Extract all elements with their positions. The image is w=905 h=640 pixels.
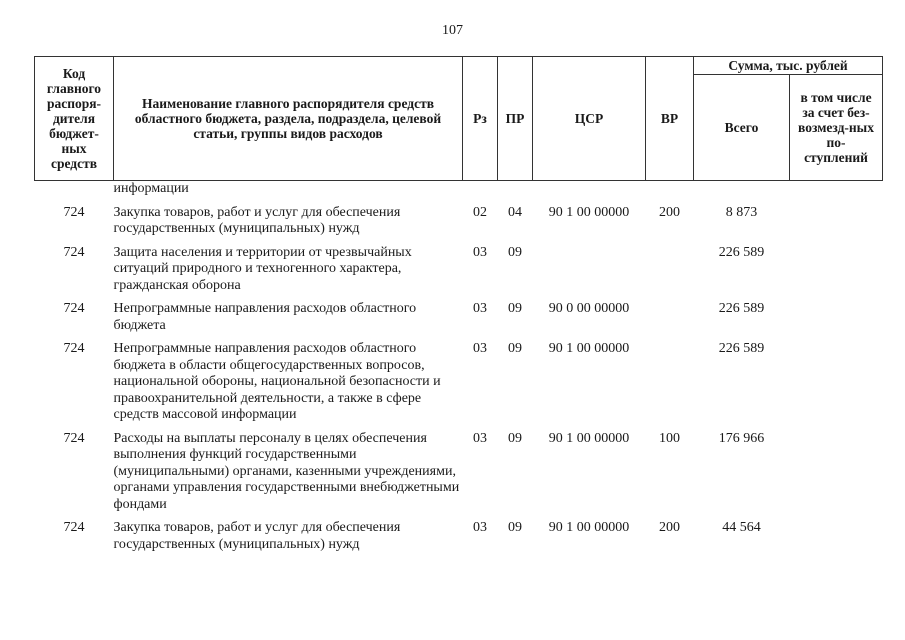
header-csr: ЦСР — [533, 57, 646, 181]
row-name: Непрограммные направления расходов областного бюджета — [113, 301, 417, 333]
row-code: 724 — [63, 430, 85, 446]
row-vr — [646, 238, 694, 295]
row-name: Расходы на выплаты персоналу в целях обеспечения выполнения функций государственными (муниципальными) органами, казенными учреждениями, органами управления государственными внебюджетными фондами — [113, 430, 460, 512]
row-free — [790, 198, 883, 238]
table-row — [35, 424, 883, 514]
row-total: 226 589 — [718, 341, 765, 356]
header-code: Код главного распоря-дителя бюджет-ных средств — [35, 57, 114, 181]
row-code: 724 — [63, 301, 85, 316]
row-rz: 03 — [473, 301, 487, 316]
row-free — [790, 238, 883, 295]
row-pr: 09 — [508, 430, 522, 446]
continuation-row — [35, 181, 883, 198]
header-free: в том числе за счет без-возмезд-ных по-ступлений — [790, 75, 883, 181]
row-name: Непрограммные направления расходов областного бюджета в области общегосударственных вопросов, национальной обороны, национальной безопасности и правоохранительной деятельности, а также в сфере средств массовой информации — [113, 341, 441, 422]
continuation-text: информации — [113, 181, 189, 196]
row-free — [790, 424, 883, 514]
row-vr: 200 — [659, 204, 680, 220]
row-csr — [533, 238, 646, 295]
table-body — [35, 181, 883, 554]
page-number: 107 — [442, 23, 463, 38]
row-csr: 90 1 00 00000 — [548, 520, 630, 535]
row-rz: 03 — [473, 430, 487, 446]
table-header — [35, 57, 883, 181]
row-pr: 09 — [508, 341, 522, 356]
row-rz: 03 — [473, 244, 487, 260]
row-pr: 09 — [508, 244, 522, 260]
row-total: 226 589 — [718, 301, 765, 316]
row-code: 724 — [63, 341, 85, 356]
row-vr: 100 — [659, 430, 680, 446]
row-csr: 90 0 00 00000 — [548, 301, 630, 316]
row-code: 724 — [63, 204, 85, 220]
header-name: Наименование главного распорядителя средств областного бюджета, раздела, подраздела, целевой статьи, группы видов расходов — [114, 57, 463, 181]
header-rz: Рз — [463, 57, 498, 181]
row-total: 8 873 — [725, 204, 758, 220]
row-csr: 90 1 00 00000 — [548, 430, 630, 446]
table-row — [35, 334, 883, 424]
table-row — [35, 238, 883, 295]
row-total: 226 589 — [718, 244, 765, 260]
row-name: Закупка товаров, работ и услуг для обеспечения государственных (муниципальных) нужд — [113, 204, 401, 236]
row-pr: 09 — [508, 301, 522, 316]
row-rz: 03 — [473, 341, 487, 356]
row-pr: 04 — [508, 204, 522, 220]
row-code: 724 — [63, 244, 85, 260]
header-total: Всего — [694, 75, 790, 181]
row-csr: 90 1 00 00000 — [548, 341, 630, 356]
row-total: 176 966 — [718, 430, 765, 446]
header-pr: ПР — [498, 57, 533, 181]
row-vr — [646, 334, 694, 424]
row-name: Закупка товаров, работ и услуг для обеспечения государственных (муниципальных) нужд — [113, 520, 401, 552]
row-free — [790, 513, 883, 553]
row-pr: 09 — [508, 520, 522, 535]
row-name: Защита населения и территории от чрезвычайных ситуаций природного и техногенного характера, гражданская оборона — [113, 244, 412, 293]
header-sum-group: Сумма, тыс. рублей — [694, 57, 883, 75]
table-row — [35, 294, 883, 334]
row-total: 44 564 — [722, 520, 761, 535]
table-row — [35, 513, 883, 553]
row-vr: 200 — [659, 520, 680, 535]
budget-table — [34, 56, 883, 553]
table-row — [35, 198, 883, 238]
row-free — [790, 294, 883, 334]
row-rz: 03 — [473, 520, 487, 535]
row-vr — [646, 294, 694, 334]
row-rz: 02 — [473, 204, 487, 220]
row-free — [790, 334, 883, 424]
row-code: 724 — [63, 520, 85, 535]
row-csr: 90 1 00 00000 — [548, 204, 630, 220]
header-vr: ВР — [646, 57, 694, 181]
